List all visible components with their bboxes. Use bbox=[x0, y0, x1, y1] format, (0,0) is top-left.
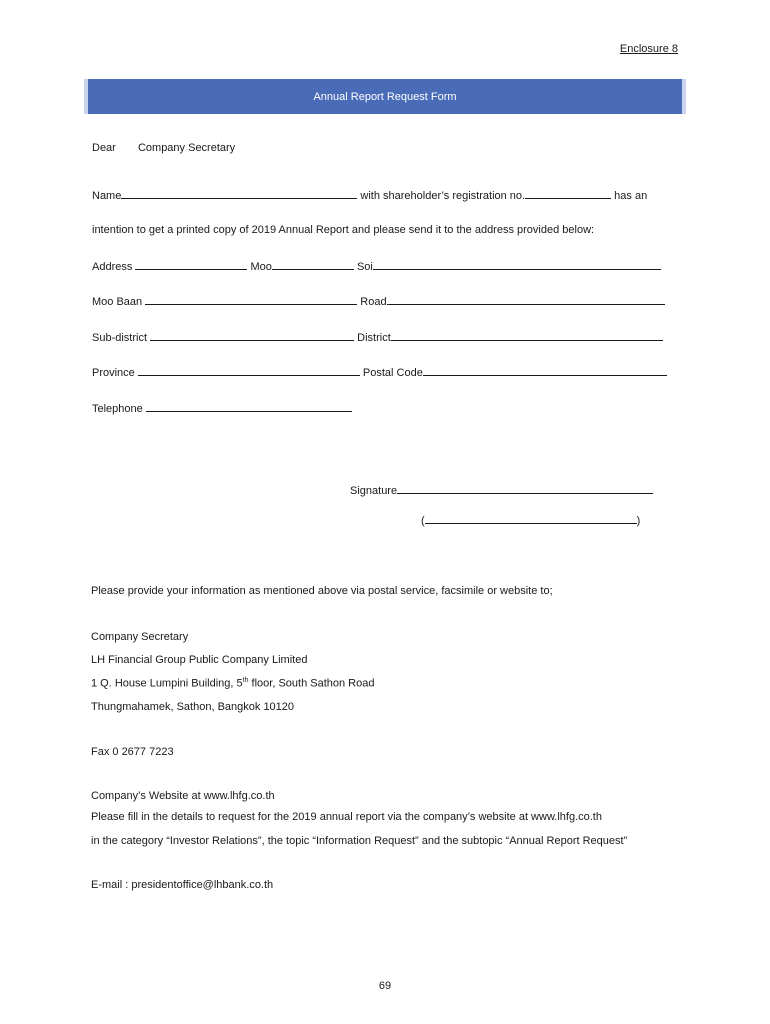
subdistrict-field[interactable] bbox=[150, 330, 354, 341]
moo-baan-row bbox=[92, 294, 665, 308]
address-row bbox=[92, 259, 661, 273]
dear-text: Dear bbox=[92, 142, 116, 154]
address-line-1-rest: floor, South Sathon Road bbox=[248, 677, 375, 690]
address-line-1 bbox=[91, 677, 374, 690]
addressee-text: Company Secretary bbox=[137, 142, 236, 154]
paren-open: ( bbox=[421, 515, 425, 527]
postal-code-label: Postal Code bbox=[362, 367, 423, 379]
province-row bbox=[92, 365, 667, 379]
province-label: Province bbox=[92, 367, 135, 379]
address-line-1-main: 1 Q. House Lumpini Building, 5 bbox=[91, 677, 243, 690]
name-row bbox=[92, 188, 647, 202]
address-label: Address bbox=[92, 261, 133, 273]
registration-label: with shareholder’s registration no. bbox=[360, 190, 526, 202]
telephone-row bbox=[92, 401, 352, 415]
enclosure-label: Enclosure 8 bbox=[619, 43, 678, 55]
moo-label: Moo bbox=[250, 261, 272, 273]
registration-field[interactable] bbox=[525, 188, 611, 199]
province-field[interactable] bbox=[138, 365, 360, 376]
name-field[interactable] bbox=[121, 188, 357, 199]
subdistrict-label: Sub-district bbox=[92, 332, 148, 344]
instruction-text: Please provide your information as mentioned above via postal service, facsimile or website to; bbox=[91, 585, 553, 597]
website-heading: Company’s Website at www.lhfg.co.th bbox=[91, 790, 275, 802]
road-label: Road bbox=[360, 296, 387, 308]
signature-label: Signature bbox=[350, 485, 398, 497]
website-instructions-1: Please fill in the details to request for the 2019 annual report via the company’s website at www.lhfg.co.th bbox=[91, 811, 602, 823]
district-label: District bbox=[357, 332, 391, 344]
postal-code-field[interactable] bbox=[423, 365, 667, 376]
moo-baan-label: Moo Baan bbox=[92, 296, 143, 308]
moo-baan-field[interactable] bbox=[145, 294, 357, 305]
website-instructions-2: in the category “Investor Relations”, the topic “Information Request” and the subtopic “Annual Report Request” bbox=[91, 835, 628, 847]
floor-superscript: th bbox=[242, 677, 249, 684]
email-address: E-mail : presidentoffice@lhbank.co.th bbox=[91, 879, 274, 891]
telephone-label: Telephone bbox=[92, 403, 143, 415]
fax-number: Fax 0 2677 7223 bbox=[91, 746, 174, 758]
printed-name-field[interactable] bbox=[425, 513, 637, 524]
paren-close: ) bbox=[636, 515, 641, 527]
soi-label: Soi bbox=[356, 261, 373, 273]
telephone-field[interactable] bbox=[146, 401, 352, 412]
form-title: Annual Report Request Form bbox=[313, 90, 457, 103]
road-field[interactable] bbox=[387, 294, 665, 305]
page-number: 69 bbox=[378, 980, 392, 992]
form-title-banner bbox=[84, 79, 686, 114]
signature-field[interactable] bbox=[397, 483, 653, 494]
has-an-text: has an bbox=[614, 190, 648, 202]
address-field[interactable] bbox=[135, 259, 247, 270]
subdistrict-row bbox=[92, 330, 663, 344]
printed-name-row bbox=[421, 513, 640, 527]
moo-field[interactable] bbox=[272, 259, 354, 270]
intention-text: intention to get a printed copy of 2019 Annual Report and please send it to the address provided below: bbox=[92, 224, 595, 236]
salutation bbox=[92, 142, 235, 154]
signature-row bbox=[350, 483, 653, 497]
name-label: Name bbox=[92, 190, 122, 202]
company-name: LH Financial Group Public Company Limited bbox=[91, 654, 308, 666]
soi-field[interactable] bbox=[373, 259, 661, 270]
address-line-2: Thungmahamek, Sathon, Bangkok 10120 bbox=[91, 701, 295, 713]
district-field[interactable] bbox=[391, 330, 663, 341]
contact-secretary: Company Secretary bbox=[91, 631, 189, 643]
